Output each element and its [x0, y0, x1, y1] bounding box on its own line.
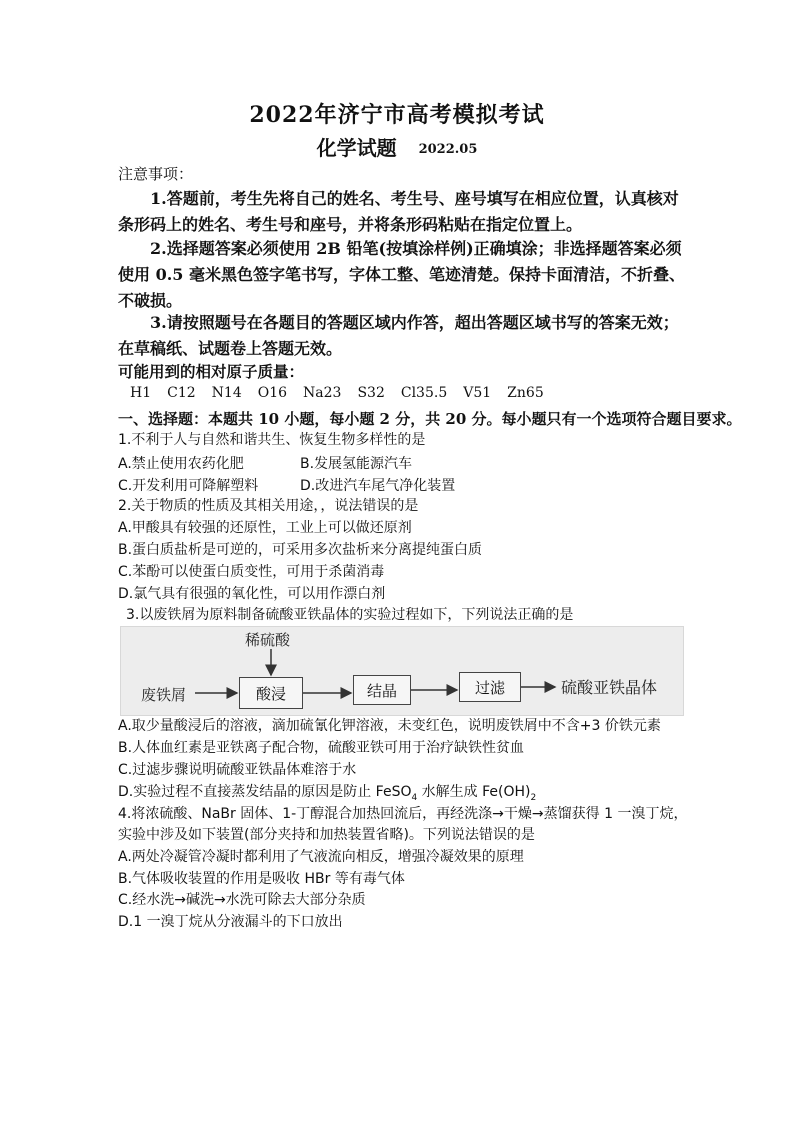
- q3-option-c: C.过滤步骤说明硫酸亚铁晶体难溶于水: [118, 762, 357, 778]
- subject-name: 化学试题: [316, 136, 397, 160]
- q3-stem: 3.以废铁屑为原料制备硫酸亚铁晶体的实验过程如下，下列说法正确的是: [126, 607, 574, 623]
- flow-output: 硫酸亚铁晶体: [561, 678, 658, 697]
- q3-option-a: A.取少量酸浸后的溶液，滴加硫氰化钾溶液，未变红色，说明废铁屑中不含+3 价铁元素: [118, 718, 661, 734]
- flow-step-1: 酸浸: [239, 677, 303, 709]
- page-title: 2022年济宁市高考模拟考试: [249, 102, 545, 128]
- q2-stem: 2.关于物质的性质及其相关用途，，说法错误的是: [118, 498, 419, 514]
- note-1: 1.答题前，考生先将自己的姓名、考生号、座号填写在相应位置，认真核对条形码上的姓名、考生号和座号，并将条形码粘贴在指定位置上。: [118, 189, 679, 234]
- q4-option-a: A.两处冷凝管冷凝时都利用了气液流向相反，增强冷凝效果的原理: [118, 849, 524, 865]
- atomic-mass: Cl35.5: [400, 385, 448, 401]
- flow-input: 废铁屑: [141, 686, 187, 704]
- q1-option-c: C.开发利用可降解塑料: [118, 478, 259, 494]
- atomic-mass: S32: [357, 385, 385, 401]
- q1-option-b: B.发展氢能源汽车: [300, 456, 413, 472]
- q4-stem-line2: 实验中涉及如下装置(部分夹持和加热装置省略)。下列说法错误的是: [118, 827, 535, 843]
- atomic-mass: O16: [257, 385, 288, 401]
- note-2: 2.选择题答案必须使用 2B 铅笔(按填涂样例)正确填涂；非选择题答案必须使用 0.5 毫米黑色签字笔书写，字体工整、笔迹清楚。保持卡面清洁，不折叠、不破损。: [118, 239, 685, 310]
- process-flow-diagram: [120, 626, 684, 716]
- q2-option-a: A.甲酸具有较强的还原性，工业上可以做还原剂: [118, 520, 412, 536]
- atomic-mass: H1: [130, 385, 152, 401]
- flow-step-3: 过滤: [459, 672, 521, 702]
- note-3: 3.请按照题号在各题目的答题区域内作答，超出答题区域书写的答案无效；在草稿纸、试题卷上答题无效。: [118, 313, 679, 358]
- atomic-mass: C12: [167, 385, 196, 401]
- q1-option-a: A.禁止使用农药化肥: [118, 456, 244, 472]
- subject-title: [0, 132, 794, 161]
- flow-reagent: 稀硫酸: [245, 631, 291, 649]
- exam-date: 2022.05: [418, 142, 478, 157]
- subscript: 4: [411, 792, 418, 803]
- notes-heading: 注意事项：: [118, 165, 194, 183]
- q3-option-d-text: 水解生成 Fe(OH): [417, 784, 531, 800]
- atomic-mass: N14: [211, 385, 242, 401]
- flow-step-2: 结晶: [353, 675, 411, 705]
- q2-option-c: C.苯酚可以使蛋白质变性，可用于杀菌消毒: [118, 564, 385, 580]
- atomic-mass-list: [130, 385, 560, 401]
- q4-option-d: D.1 一溴丁烷从分液漏斗的下口放出: [118, 914, 343, 930]
- q1-options-row2: [118, 475, 456, 495]
- subscript: 2: [530, 792, 537, 803]
- atomic-mass: Na23: [303, 385, 342, 401]
- section-heading: 一、选择题：本题共 10 小题，每小题 2 分，共 20 分。每小题只有一个选项符合题目要求。: [118, 410, 742, 428]
- q2-option-b: B.蛋白质盐析是可逆的，可采用多次盐析来分离提纯蛋白质: [118, 542, 483, 558]
- atomic-mass: V51: [463, 385, 492, 401]
- q3-option-b: B.人体血红素是亚铁离子配合物，硫酸亚铁可用于治疗缺铁性贫血: [118, 740, 525, 756]
- q2-option-d: D.氯气具有很强的氧化性，可以用作漂白剂: [118, 586, 386, 602]
- q1-option-d: D.改进汽车尾气净化装置: [300, 478, 456, 494]
- q1-options-row1: [118, 453, 413, 473]
- q3-option-d-text: D.实验过程不直接蒸发结晶的原因是防止 FeSO: [118, 784, 412, 800]
- q4-stem-line1: 4.将浓硫酸、NaBr 固体、1-丁醇混合加热回流后，再经洗涤→干燥→蒸馏获得 1 一溴丁烷，: [118, 806, 688, 822]
- q1-stem: 1.不利于人与自然和谐共生、恢复生物多样性的是: [118, 432, 426, 448]
- atomic-mass: Zn65: [507, 385, 544, 401]
- q4-option-c: C.经水洗→碱洗→水洗可除去大部分杂质: [118, 892, 366, 908]
- atomic-mass-heading: 可能用到的相对原子质量：: [118, 362, 305, 381]
- q4-option-b: B.气体吸收装置的作用是吸收 HBr 等有毒气体: [118, 871, 405, 887]
